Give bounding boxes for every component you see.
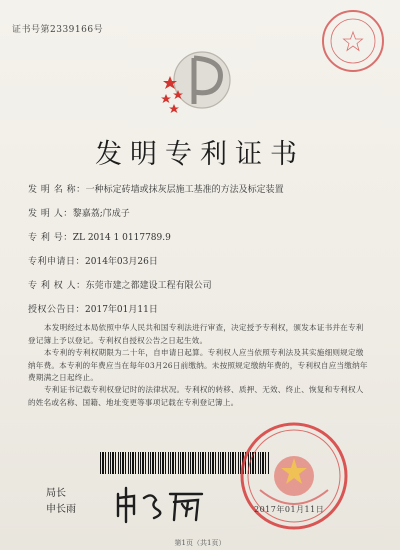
cnipa-logo-icon (150, 46, 250, 126)
patent-number-row (28, 230, 171, 243)
grant-date-label: 授权公告日： (28, 305, 86, 315)
paragraph-legal-status: 专利证书记载专利权登记时的法律状况。专利权的转移、质押、无效、终止、恢复和专利权人的姓名或名称、国籍、地址变更等事项记载在专利登记簿上。 (28, 385, 364, 407)
grant-date-row (28, 302, 158, 315)
patent-number-value: ZL 2014 1 0117789.9 (72, 233, 171, 243)
handwritten-signature-icon (112, 484, 208, 524)
top-right-stamp (322, 10, 384, 72)
inventor-row (28, 206, 130, 219)
filing-date-label: 专利申请日： (28, 257, 86, 267)
patentee-row (28, 278, 212, 291)
official-seal-icon (238, 420, 350, 532)
certificate-title: 发明专利证书 (95, 139, 305, 170)
signer-title: 局长 (46, 488, 66, 499)
inventor-label: 发 明 人： (28, 209, 73, 219)
certificate-number: 证书号第2339166号 (12, 25, 104, 35)
patentee-value: 东莞市建之都建设工程有限公司 (85, 281, 212, 291)
filing-date-row (28, 254, 158, 267)
paragraph-grant: 本发明经过本局依照中华人民共和国专利法进行审查，决定授予专利权，颁发本证书并在专利登记簿上予以登记。专利权自授权公告之日起生效。 (28, 323, 364, 345)
invention-name-label: 发 明 名 称： (28, 185, 86, 195)
stamp-ring-icon (324, 12, 382, 70)
paragraph-term: 本专利的专利权期限为二十年，自申请日起算。专利权人应当依照专利法及其实施细则规定缴纳年费。本专利的年费应当在每年03月26日前缴纳。未按照规定缴纳年费的，专利权自应当缴纳年费期满之日起终止。 (28, 348, 368, 382)
filing-date-value: 2014年03月26日 (85, 257, 158, 267)
grant-date-value: 2017年01月11日 (85, 305, 158, 315)
page-footer: 第1页（共1页） (174, 539, 226, 547)
invention-name-row (28, 182, 284, 195)
invention-name-value: 一种标定砖墙或抹灰层施工基准的方法及标定装置 (85, 185, 284, 195)
patentee-label: 专 利 权 人： (28, 281, 86, 291)
patent-number-label: 专 利 号： (28, 233, 73, 243)
signer-name: 申长雨 (46, 504, 76, 515)
seal-date: 2017年01月11日 (254, 505, 325, 514)
inventor-value: 黎嘉荔;邝成子 (72, 209, 130, 219)
